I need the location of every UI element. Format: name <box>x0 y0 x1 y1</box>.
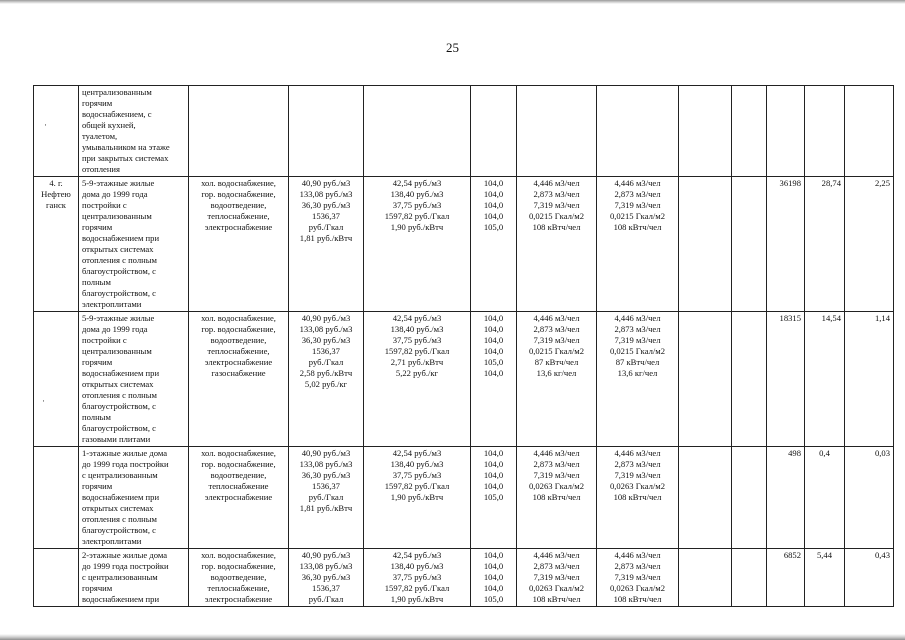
housing-description-cell: 2-этажные жилые дома до 1999 года постройки с централизованным горячим водоснабжением при <box>79 549 189 607</box>
norm-new-cell: 4,446 м3/чел 2,873 м3/чел 7,319 м3/чел 0,0263 Гкал/м2 108 кВтч/чел <box>597 447 679 549</box>
blank-cell <box>732 86 767 177</box>
blank-cell <box>732 447 767 549</box>
housing-description-cell: 5-9-этажные жилые дома до 1999 года постройки с централизованным горячим водоснабжением при открытых системах отопления с полным благоустройством, с полным благоустройством, с газовыми плитами <box>79 312 189 447</box>
index-cell: 104,0 104,0 104,0 104,0 105,0 <box>471 549 517 607</box>
norm-new-cell: 4,446 м3/чел 2,873 м3/чел 7,319 м3/чел 0,0263 Гкал/м2 108 кВтч/чел <box>597 549 679 607</box>
housing-description-cell: 1-этажные жилые дома до 1999 года постройки с централизованным горячим водоснабжением при открытых системах отопления с полным благоустройством, с электроплитами <box>79 447 189 549</box>
share-cell: 14,54 <box>805 312 845 447</box>
share-total-cell: 0,03 <box>845 447 894 549</box>
blank-cell <box>679 447 732 549</box>
population-cell: 6852 <box>767 549 805 607</box>
tariff-current-cell: 40,90 руб./м3 133,08 руб./м3 36,30 руб./м3 1536,37 руб./Гкал 2,58 руб./кВтч 5,02 руб./кг <box>289 312 364 447</box>
tariff-current-cell: 40,90 руб./м3 133,08 руб./м3 36,30 руб./м3 1536,37 руб./Гкал <box>289 549 364 607</box>
row-number-cell <box>34 447 79 549</box>
index-cell <box>471 86 517 177</box>
table-row <box>34 447 894 549</box>
row-number-cell <box>34 312 79 447</box>
utilities-cell: хол. водоснабжение, гор. водоснабжение, водоотведение, теплоснабжение, электроснабжение газоснабжение <box>189 312 289 447</box>
index-cell: 104,0 104,0 104,0 104,0 105,0 <box>471 447 517 549</box>
population-cell <box>767 86 805 177</box>
norm-new-cell: 4,446 м3/чел 2,873 м3/чел 7,319 м3/чел 0,0215 Гкал/м2 108 кВтч/чел <box>597 177 679 312</box>
tariff-new-cell: 42,54 руб./м3 138,40 руб./м3 37,75 руб./м3 1597,82 руб./Гкал 2,71 руб./кВтч 5,22 руб./кг <box>364 312 471 447</box>
utilities-cell: хол. водоснабжение, гор. водоснабжение, водоотведение, теплоснабжение электроснабжение <box>189 447 289 549</box>
tariff-new-cell: 42,54 руб./м3 138,40 руб./м3 37,75 руб./м3 1597,82 руб./Гкал 1,90 руб./кВтч <box>364 549 471 607</box>
blank-cell <box>732 177 767 312</box>
norm-new-cell <box>597 86 679 177</box>
tariff-table <box>33 85 894 607</box>
scan-dot: · <box>44 120 47 130</box>
share-total-cell <box>845 86 894 177</box>
index-cell: 104,0 104,0 104,0 104,0 105,0 104,0 <box>471 312 517 447</box>
norm-current-cell: 4,446 м3/чел 2,873 м3/чел 7,319 м3/чел 0,0215 Гкал/м2 108 кВтч/чел <box>517 177 597 312</box>
tariff-new-cell <box>364 86 471 177</box>
share-cell: 28,74 <box>805 177 845 312</box>
utilities-cell: хол. водоснабжение, гор. водоснабжение, водоотведение, теплоснабжение, электроснабжение <box>189 177 289 312</box>
tariff-new-cell: 42,54 руб./м3 138,40 руб./м3 37,75 руб./м3 1597,82 руб./Гкал 1,90 руб./кВтч <box>364 447 471 549</box>
utilities-cell <box>189 86 289 177</box>
row-number-cell: 4. г. Нефтею ганск <box>34 177 79 312</box>
norm-new-cell: 4,446 м3/чел 2,873 м3/чел 7,319 м3/чел 0,0215 Гкал/м2 87 кВтч/чел 13,6 кг/чел <box>597 312 679 447</box>
blank-cell <box>732 312 767 447</box>
tariff-current-cell: 40,90 руб./м3 133,08 руб./м3 36,30 руб./м3 1536,37 руб./Гкал 1,81 руб./кВтч <box>289 177 364 312</box>
table-row <box>34 549 894 607</box>
blank-cell <box>679 86 732 177</box>
table-row <box>34 86 894 177</box>
index-cell: 104,0 104,0 104,0 104,0 105,0 <box>471 177 517 312</box>
blank-cell <box>732 549 767 607</box>
blank-cell <box>679 312 732 447</box>
norm-current-cell: 4,446 м3/чел 2,873 м3/чел 7,319 м3/чел 0,0263 Гкал/м2 108 кВтч/чел <box>517 549 597 607</box>
table-row <box>34 312 894 447</box>
housing-description-cell: централизованным горячим водоснабжением, с общей кухней, туалетом, умывальником на этаже при закрытых системах отопления <box>79 86 189 177</box>
tariff-current-cell <box>289 86 364 177</box>
share-total-cell: 1,14 <box>845 312 894 447</box>
share-total-cell: 0,43 <box>845 549 894 607</box>
table-row <box>34 177 894 312</box>
scan-edge-bottom <box>0 634 905 640</box>
norm-current-cell <box>517 86 597 177</box>
blank-cell <box>679 549 732 607</box>
share-cell: 0,4 <box>805 447 845 549</box>
utilities-cell: хол. водоснабжение, гор. водоснабжение, водоотведение, теплоснабжение, электроснабжение <box>189 549 289 607</box>
scan-edge-top <box>0 0 905 4</box>
norm-current-cell: 4,446 м3/чел 2,873 м3/чел 7,319 м3/чел 0,0263 Гкал/м2 108 кВтч/чел <box>517 447 597 549</box>
tariff-new-cell: 42,54 руб./м3 138,40 руб./м3 37,75 руб./м3 1597,82 руб./Гкал 1,90 руб./кВтч <box>364 177 471 312</box>
population-cell: 498 <box>767 447 805 549</box>
scan-dot: · <box>42 396 45 406</box>
population-cell: 18315 <box>767 312 805 447</box>
page-number: 25 <box>446 40 459 55</box>
row-number-cell <box>34 549 79 607</box>
housing-description-cell: 5-9-этажные жилые дома до 1999 года постройки с централизованным горячим водоснабжением при открытых системах отопления с полным благоустройством, с полным благоустройством, с электроплитами <box>79 177 189 312</box>
share-total-cell: 2,25 <box>845 177 894 312</box>
share-cell: 5,44 <box>805 549 845 607</box>
population-cell: 36198 <box>767 177 805 312</box>
norm-current-cell: 4,446 м3/чел 2,873 м3/чел 7,319 м3/чел 0,0215 Гкал/м2 87 кВтч/чел 13,6 кг/чел <box>517 312 597 447</box>
tariff-current-cell: 40,90 руб./м3 133,08 руб./м3 36,30 руб./м3 1536,37 руб./Гкал 1,81 руб./кВтч <box>289 447 364 549</box>
share-cell <box>805 86 845 177</box>
blank-cell <box>679 177 732 312</box>
row-number-cell <box>34 86 79 177</box>
